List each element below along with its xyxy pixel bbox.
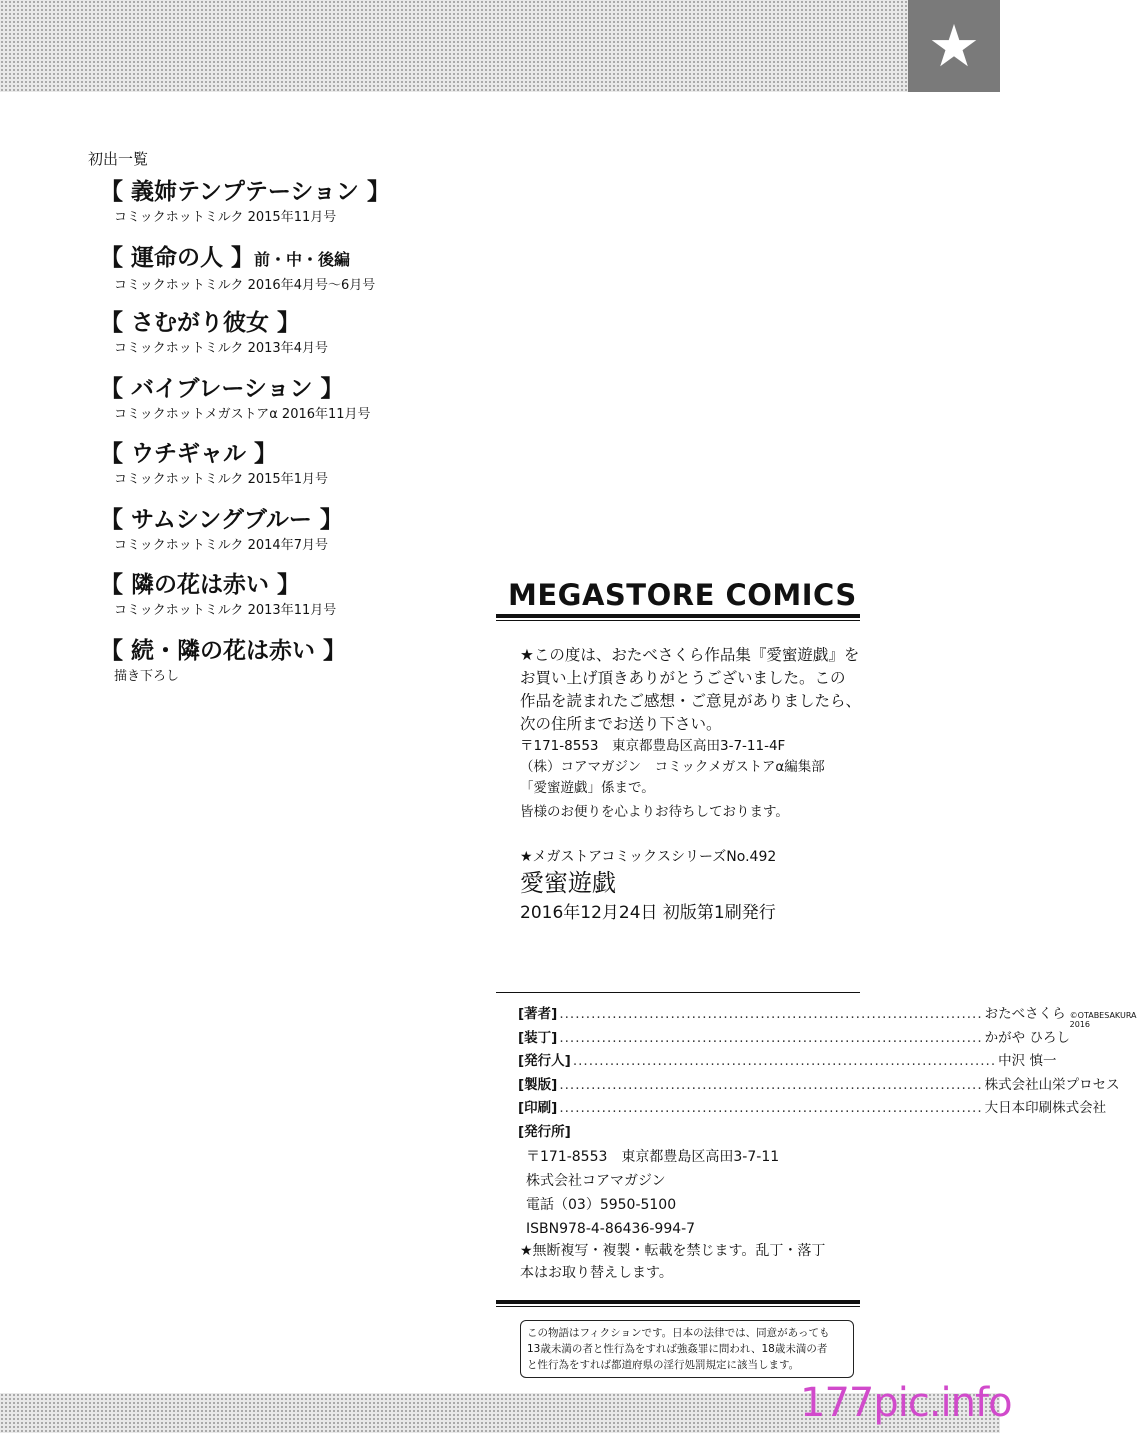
- credit-row: [518, 1073, 1120, 1097]
- credit-value: 中沢 慎一: [998, 1053, 1057, 1069]
- credit-label: [印刷]: [518, 1100, 558, 1116]
- list-item: [100, 372, 468, 438]
- entry-title-text: 【 隣の花は赤い 】: [100, 571, 301, 598]
- publisher-info: [526, 1145, 779, 1241]
- entry-source: コミックホットメガストアα 2016年11月号: [114, 406, 371, 422]
- entry-source: 描き下ろし: [114, 668, 180, 684]
- leader-dots: ................................................................................: [572, 1053, 997, 1069]
- star-icon: ★: [908, 0, 1000, 92]
- book-title: 愛蜜遊戯: [520, 869, 616, 897]
- leader-dots: ................................................................................: [559, 1029, 983, 1046]
- entry-title: [100, 306, 468, 340]
- entry-title: [100, 437, 468, 471]
- list-item: [100, 241, 468, 307]
- thanks-message: [520, 644, 865, 736]
- legal-line: この物語はフィクションです。日本の法律では、同意があっても: [527, 1327, 830, 1339]
- credit-row: [518, 1026, 1070, 1050]
- entry-title: [100, 241, 468, 277]
- list-item: [100, 568, 468, 634]
- address-line: （株）コアマガジン コミックメガストアα編集部: [520, 759, 825, 775]
- first-appearance-list: [88, 148, 468, 699]
- legal-line: と性行為をすれば都道府県の淫行処罰規定に該当します。: [527, 1359, 800, 1371]
- entry-source: コミックホットミルク 2015年1月号: [114, 472, 328, 487]
- credit-label: [著者]: [518, 1006, 558, 1022]
- closing-message: [520, 802, 865, 823]
- publisher-line: 〒171-8553 東京都豊島区高田3-7-11: [526, 1149, 780, 1165]
- list-item: [100, 634, 468, 700]
- watermark: 177pic.info: [800, 1380, 1012, 1426]
- publish-date: 2016年12月24日 初版第1刷発行: [520, 903, 776, 923]
- halftone-header-band: [0, 0, 1000, 92]
- entry-source: コミックホットミルク 2016年4月号～6月号: [114, 277, 376, 293]
- isbn: ISBN978-4-86436-994-7: [526, 1221, 696, 1237]
- leader-dots: ................................................................................: [559, 1076, 983, 1093]
- entry-title-text: 【 さむがり彼女 】: [100, 309, 301, 336]
- divider: [496, 992, 860, 993]
- address-line: 〒171-8553 東京都豊島区高田3-7-11-4F: [520, 738, 786, 754]
- leader-dots: ................................................................................: [559, 1100, 983, 1116]
- entry-title: [100, 175, 468, 209]
- list-item: [100, 175, 468, 241]
- series-info: [520, 846, 865, 926]
- thanks-line: 作品を読まれたご感想・ご意見がありましたら、: [520, 692, 862, 710]
- thanks-line: お買い上げ頂きありがとうございました。この: [520, 669, 846, 687]
- credits-table: [518, 1002, 1137, 1143]
- credit-row: [518, 1096, 1107, 1120]
- copy-notice: [520, 1240, 860, 1284]
- notice-line: 本はお取り替えします。: [520, 1265, 673, 1281]
- entry-title-text: 【 サムシングブルー 】: [100, 505, 343, 533]
- entry-title-text: 【 義姉テンプテーション 】: [100, 178, 390, 205]
- closing-line: 皆様のお便りを心よりお待ちしております。: [520, 804, 789, 820]
- credit-row: [518, 1120, 848, 1144]
- entry-source: コミックホットミルク 2013年11月号: [114, 603, 337, 618]
- divider: [496, 1306, 860, 1307]
- thanks-line: ★この度は、おたべさくら作品集『愛蜜遊戯』を: [520, 646, 860, 664]
- entry-title: [100, 634, 468, 668]
- entry-title-text: 【 続・隣の花は赤い 】: [100, 636, 347, 664]
- leader-dots: ................................................................................: [559, 1006, 983, 1022]
- notice-line: ★無断複写・複製・転載を禁じます。乱丁・落丁: [520, 1243, 826, 1259]
- entry-title: [100, 568, 468, 602]
- publisher-line: 電話（03）5950-5100: [526, 1197, 677, 1213]
- legal-line: 13歳未満の者と性行為をすれば強姦罪に問われ、18歳未満の者: [527, 1343, 828, 1355]
- legal-disclaimer-box: [520, 1320, 854, 1378]
- divider: [496, 620, 860, 621]
- credit-row: [518, 1002, 1137, 1029]
- entry-title: [100, 503, 468, 537]
- entry-title-text: 【 ウチギャル 】: [100, 440, 278, 467]
- divider: [496, 614, 860, 618]
- entry-source: コミックホットミルク 2013年4月号: [114, 341, 328, 356]
- credit-value: かがや ひろし: [984, 1029, 1070, 1046]
- address-line: 「愛蜜遊戯」係まで。: [520, 780, 655, 796]
- copyright-note: ©OTABESAKURA 2016: [1069, 1011, 1137, 1029]
- list-item: [100, 437, 468, 503]
- entry-source: コミックホットミルク 2015年11月号: [114, 210, 337, 225]
- divider: [496, 1300, 860, 1304]
- entry-title-text: 【 バイブレーション 】: [100, 374, 344, 402]
- entry-source: コミックホットミルク 2014年7月号: [114, 537, 328, 553]
- credit-label: [装丁]: [518, 1029, 558, 1046]
- list-title: 初出一覧: [88, 150, 149, 168]
- publisher-line: 株式会社コアマガジン: [526, 1173, 666, 1189]
- mailing-address: [520, 736, 865, 799]
- series-number: ★メガストアコミックスシリーズNo.492: [520, 849, 777, 865]
- credit-label: [製版]: [518, 1076, 558, 1093]
- credit-value: 株式会社山栄プロセス: [984, 1076, 1120, 1093]
- credit-label: [発行人]: [518, 1053, 571, 1069]
- credit-row: [518, 1049, 1057, 1073]
- megastore-comics-logo: MEGASTORE COMICS: [508, 578, 857, 612]
- thanks-line: 次の住所までお送り下さい。: [520, 715, 722, 733]
- list-item: [100, 306, 468, 372]
- entry-title: [100, 372, 468, 406]
- credit-value: おたべさくら: [984, 1006, 1066, 1022]
- entry-suffix: 前・中・後編: [254, 249, 351, 269]
- entry-title-text: 【 運命の人 】: [100, 243, 255, 271]
- credit-label: [発行所]: [518, 1123, 571, 1140]
- credit-value: 大日本印刷株式会社: [984, 1100, 1107, 1116]
- list-item: [100, 503, 468, 569]
